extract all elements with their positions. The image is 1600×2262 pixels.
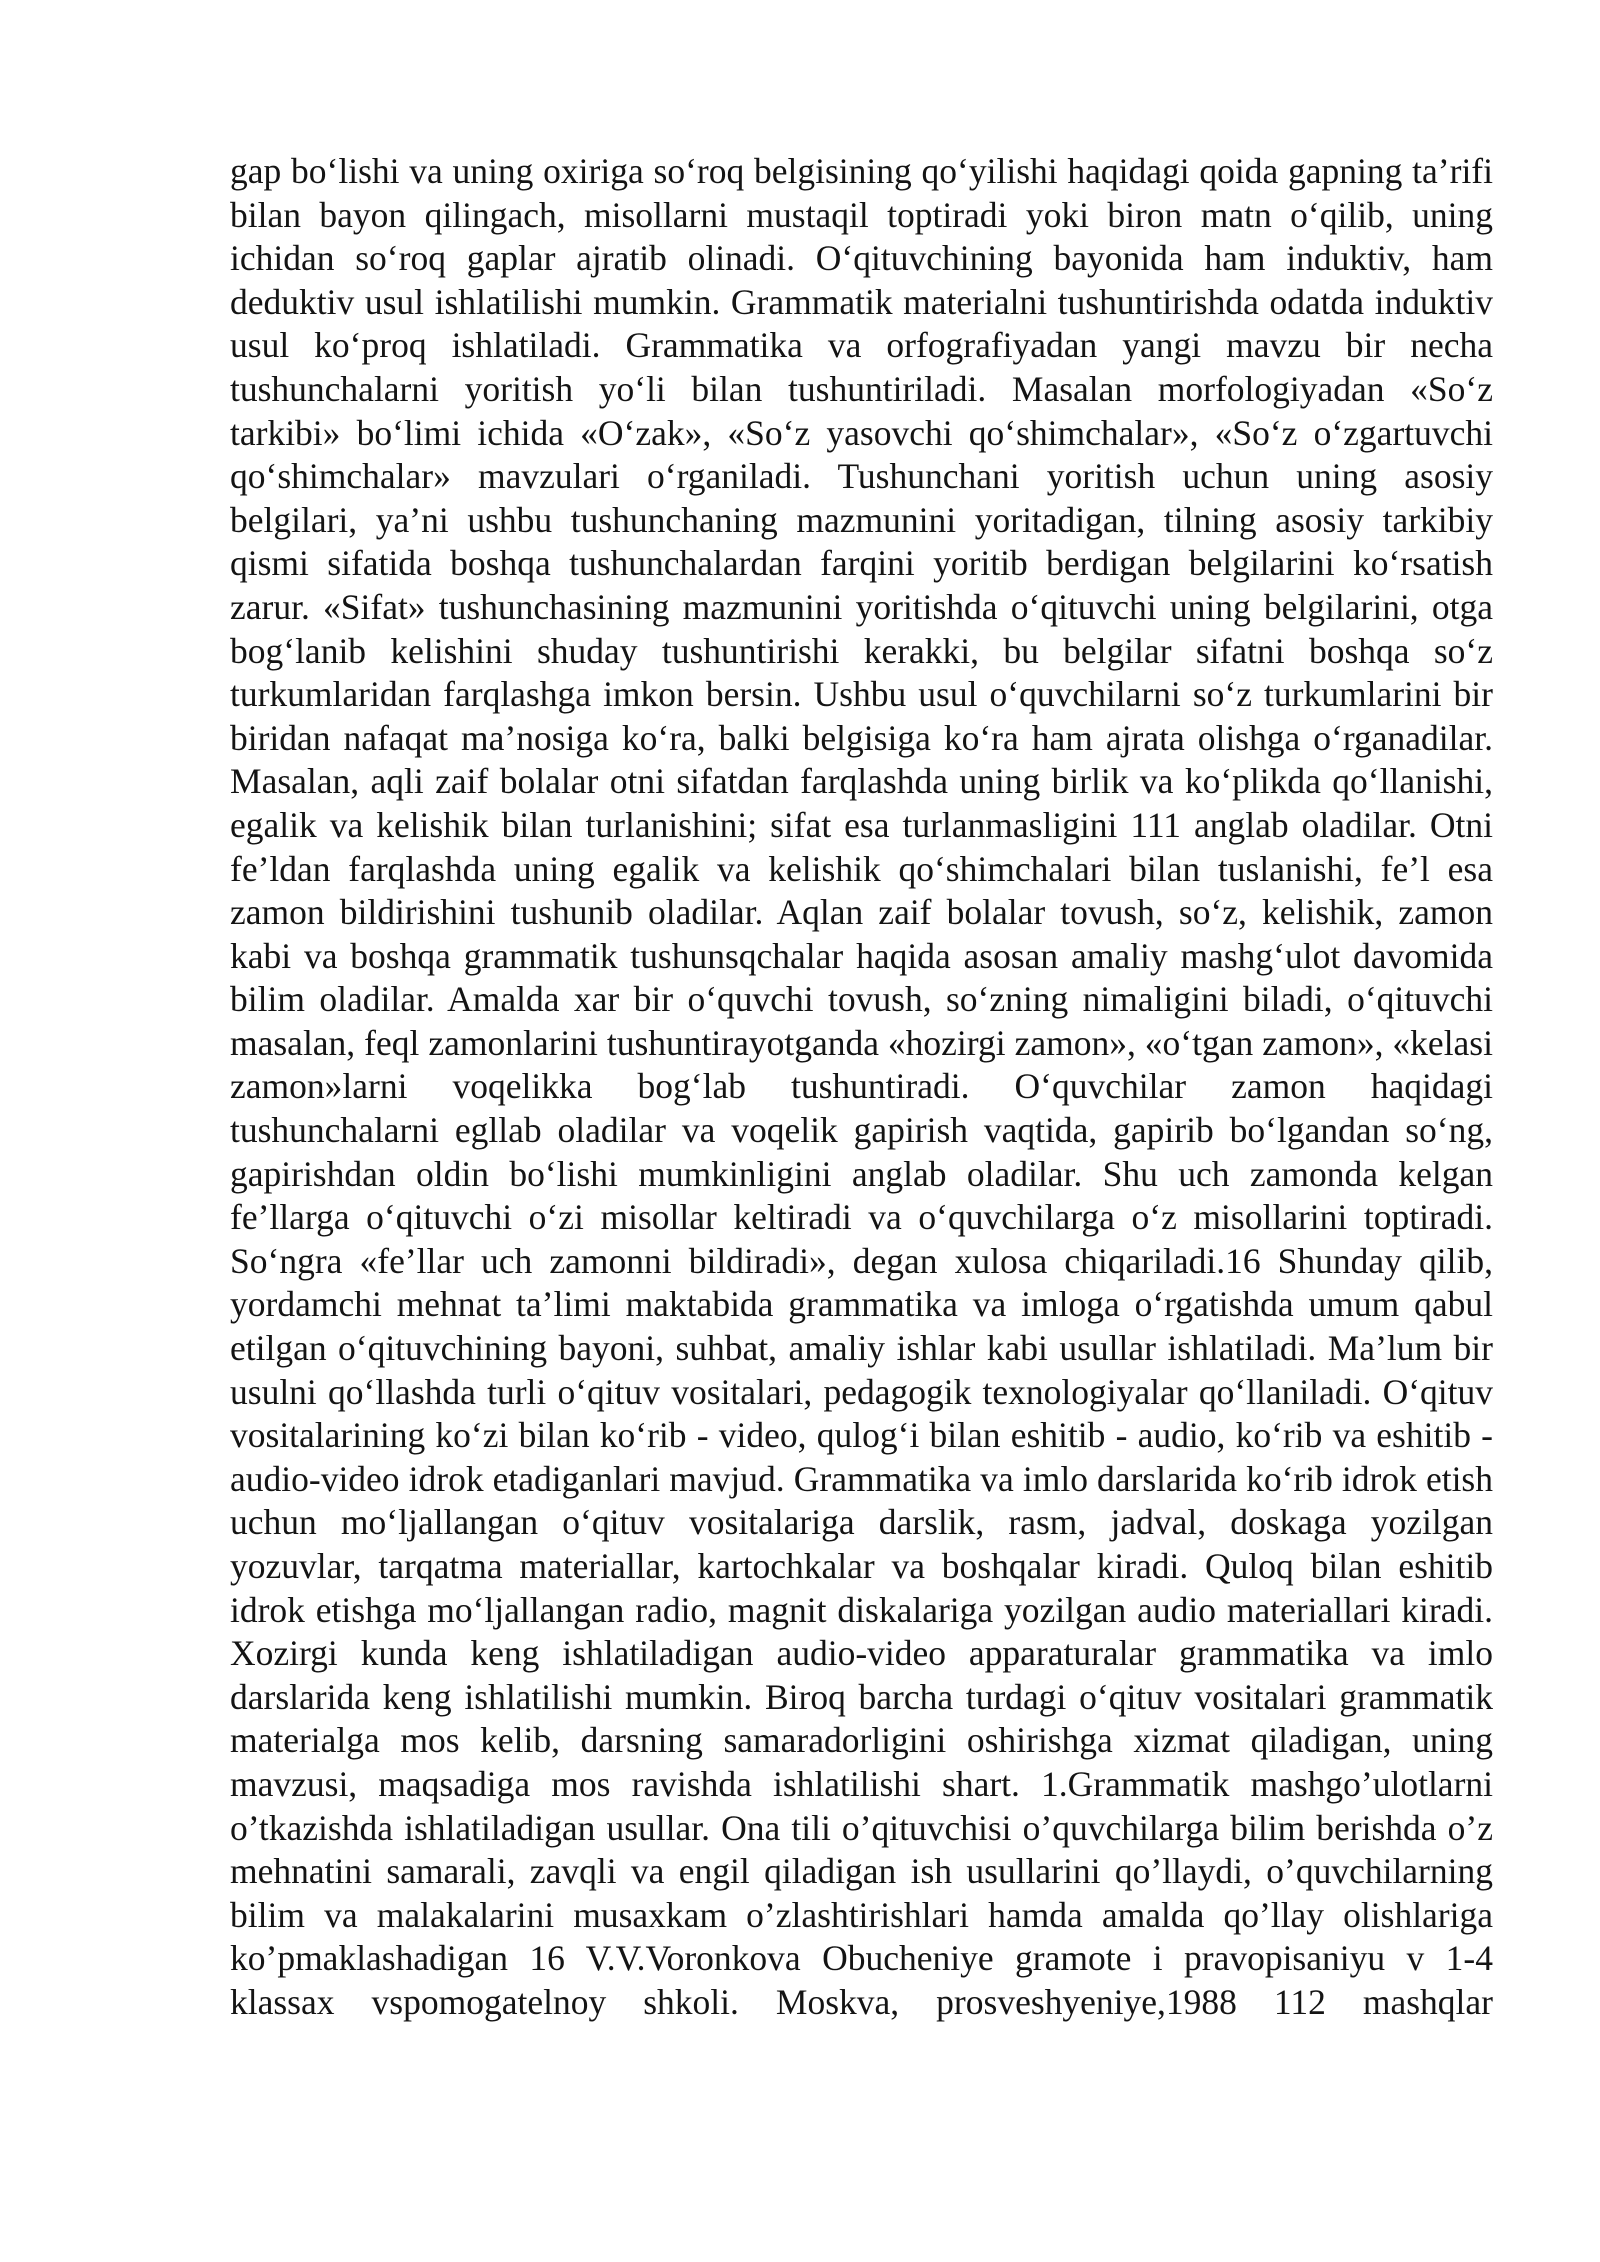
document-page (230, 150, 1493, 2025)
body-paragraph: gap bo‘lishi va uning oxiriga so‘roq belgisining qo‘yilishi haqidagi qoida gapning ta’rifi bilan bayon qilingach, misollarni mustaqil toptiradi yoki biron matn o‘qilib, uning ichidan so‘roq gaplar ajratib olinadi. O‘qituvchining bayonida ham induktiv, ham deduktiv usul ishlatilishi mumkin. Grammatik materialni tushuntirishda odatda induktiv usul ko‘proq ishlatiladi. Grammatika va orfografiyadan yangi mavzu bir necha tushunchalarni yoritish yo‘li bilan tushuntiriladi. Masalan morfologiyadan «So‘z tarkibi» bo‘limi ichida «O‘zak», «So‘z yasovchi qo‘shimchalar», «So‘z o‘zgartuvchi qo‘shimchalar» mavzulari o‘rganiladi. Tushunchani yoritish uchun uning asosiy belgilari, ya’ni ushbu tushunchaning mazmunini yoritadigan, tilning asosiy tarkibiy qismi sifatida boshqa tushunchalardan farqini yoritib berdigan belgilarini ko‘rsatish zarur. «Sifat» tushunchasining mazmunini yoritishda o‘qituvchi uning belgilarini, otga bog‘lanib kelishini shuday tushuntirishi kerakki, bu belgilar sifatni boshqa so‘z turkumlaridan farqlashga imkon bersin. Ushbu usul o‘quvchilarni so‘z turkumlarini bir biridan nafaqat ma’nosiga ko‘ra, balki belgisiga ko‘ra ham ajrata olishga o‘rganadilar. Masalan, aqli zaif bolalar otni sifatdan farqlashda uning birlik va ko‘plikda qo‘llanishi, egalik va kelishik bilan turlanishini; sifat esa turlanmasligini 111 anglab oladilar. Otni fe’ldan farqlashda uning egalik va kelishik qo‘shimchalari bilan tuslanishi, fe’l esa zamon bildirishini tushunib oladilar. Aqlan zaif bolalar tovush, so‘z, kelishik, zamon kabi va boshqa grammatik tushunsqchalar haqida asosan amaliy mashg‘ulot davomida bilim oladilar. Amalda xar bir o‘quvchi tovush, so‘zning nimaligini biladi, o‘qituvchi masalan, feql zamonlarini tushuntirayotganda «hozirgi zamon», «o‘tgan zamon», «kelasi zamon»larni voqelikka bog‘lab tushuntiradi. O‘quvchilar zamon haqidagi tushunchalarni egllab oladilar va voqelik gapirish vaqtida, gapirib bo‘lgandan so‘ng, gapirishdan oldin bo‘lishi mumkinligini anglab oladilar. Shu uch zamonda kelgan fe’llarga o‘qituvchi o‘zi misollar keltiradi va o‘quvchilarga o‘z misollarini toptiradi. So‘ngra «fe’llar uch zamonni bildiradi», degan xulosa chiqariladi.16 Shunday qilib, yordamchi mehnat ta’limi maktabida grammatika va imloga o‘rgatishda umum qabul etilgan o‘qituvchining bayoni, suhbat, amaliy ishlar kabi usullar ishlatiladi. Ma’lum bir usulni qo‘llashda turli o‘qituv vositalari, pedagogik texnologiyalar qo‘llaniladi. O‘qituv vositalarining ko‘zi bilan ko‘rib - video, qulog‘i bilan eshitib - audio, ko‘rib va eshitib - audio-video idrok etadiganlari mavjud. Grammatika va imlo darslarida ko‘rib idrok etish uchun mo‘ljallangan o‘qituv vositalariga darslik, rasm, jadval, doskaga yozilgan yozuvlar, tarqatma materiallar, kartochkalar va boshqalar kiradi. Quloq bilan eshitib idrok etishga mo‘ljallangan radio, magnit diskalariga yozilgan audio materiallari kiradi. Xozirgi kunda keng ishlatiladigan audio-video apparaturalar grammatika va imlo darslarida keng ishlatilishi mumkin. Biroq barcha turdagi o‘qituv vositalari grammatik materialga mos kelib, darsning samaradorligini oshirishga xizmat qiladigan, uning mavzusi, maqsadiga mos ravishda ishlatilishi shart. 1.Grammatik mashgo’ulotlarni o’tkazishda ishlatiladigan usullar. Ona tili o’qituvchisi o’quvchilarga bilim berishda o’z mehnatini samarali, zavqli va engil qiladigan ish usullarini qo’llaydi, o’quvchilarning bilim va malakalarini musaxkam o’zlashtirishlari hamda amalda qo’llay olishlariga ko’pmaklashadigan 16 V.V.Voronkova Obucheniye gramote i pravopisaniyu v 1-4 klassax vspomogatelnoy shkoli. Moskva, prosveshyeniye,1988 112 mashqlar (230, 151, 1493, 2022)
